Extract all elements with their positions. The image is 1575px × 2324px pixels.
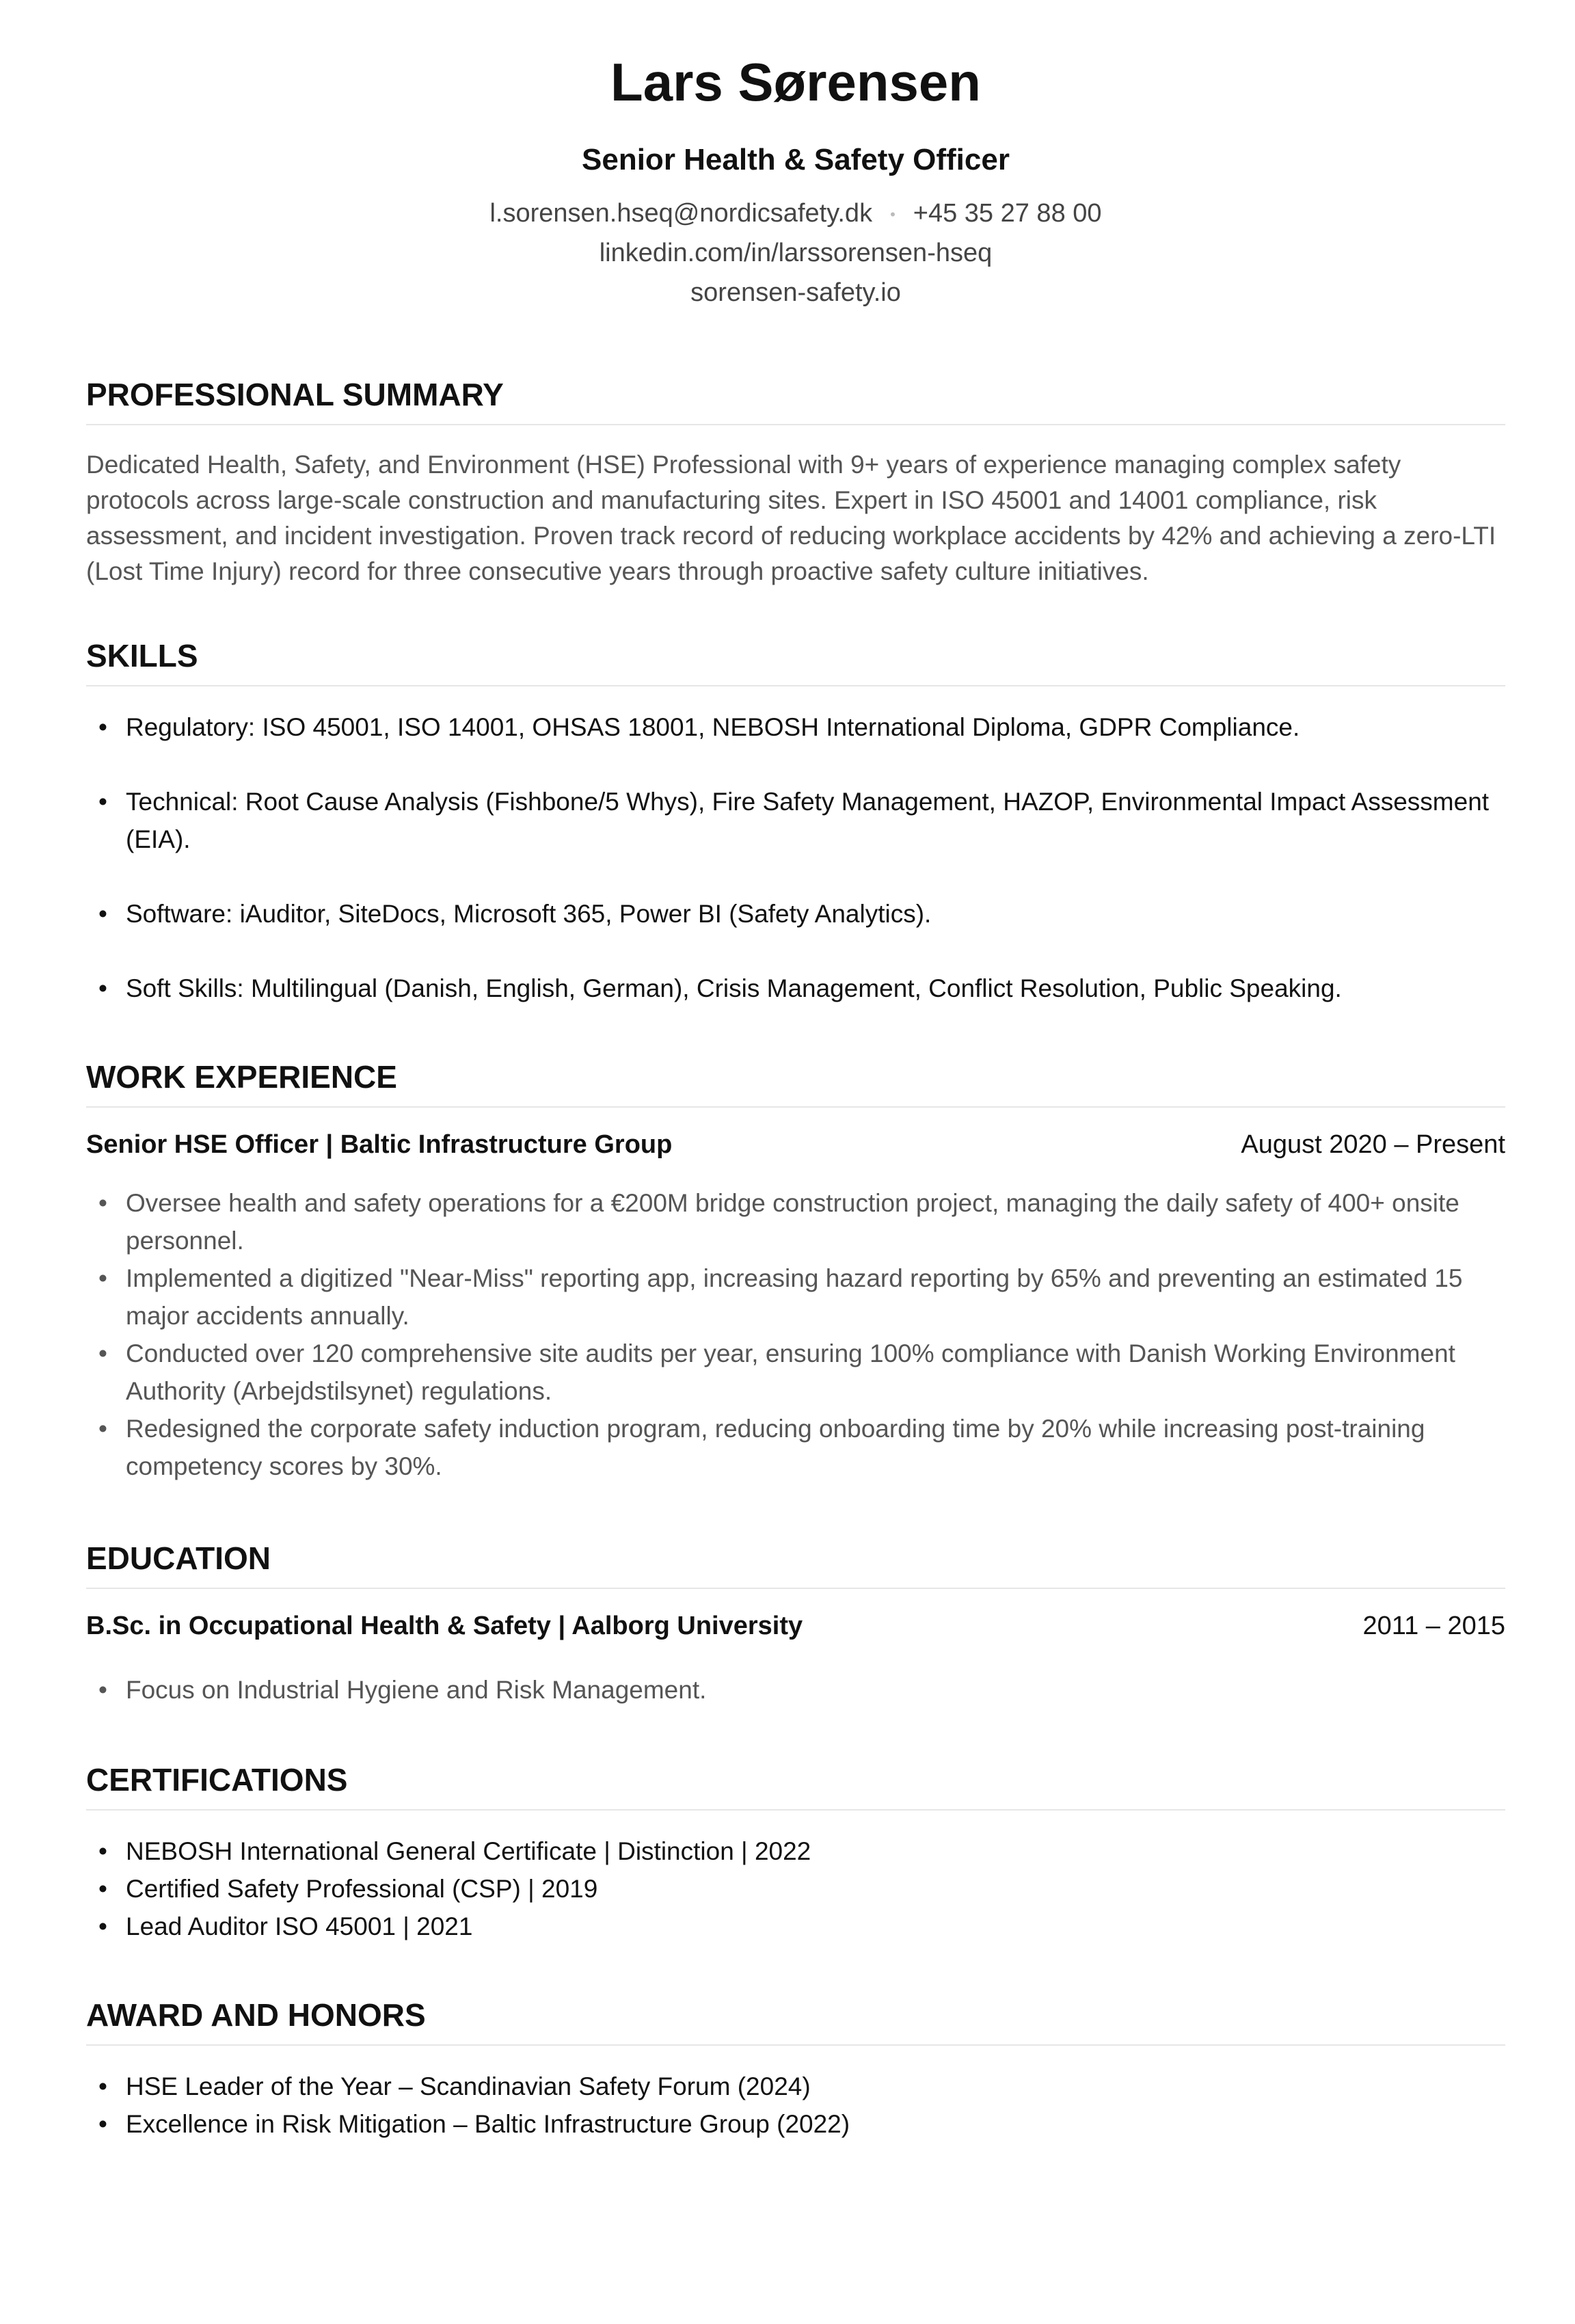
bullet-icon: • <box>98 788 107 816</box>
bullet-icon: • <box>98 974 107 1002</box>
section-divider <box>86 1809 1505 1811</box>
section-divider <box>86 1588 1505 1589</box>
section-divider <box>86 424 1505 425</box>
job-bullet: • Conducted over 120 comprehensive site audits per year, ensuring 100% compliance with Danish Working Environment Authority (Arbejdstilsynet) regulations. <box>86 1335 1505 1410</box>
certifications-heading: CERTIFICATIONS <box>86 1762 348 1798</box>
job-title: Senior HSE Officer | Baltic Infrastructure Group <box>86 1130 673 1159</box>
award-item: • HSE Leader of the Year – Scandinavian Safety Forum (2024) <box>86 2068 1505 2105</box>
summary-heading: PROFESSIONAL SUMMARY <box>86 377 504 412</box>
skill-item: • Software: iAuditor, SiteDocs, Microsoft 365, Power BI (Safety Analytics). <box>86 895 1505 933</box>
awards-heading: AWARD AND HONORS <box>86 1997 426 2033</box>
skill-item: • Regulatory: ISO 45001, ISO 14001, OHSAS 18001, NEBOSH International Diploma, GDPR Compliance. <box>86 708 1505 746</box>
degree-title: B.Sc. in Occupational Health & Safety | Aalborg University <box>86 1612 803 1640</box>
bullet-icon: • <box>98 713 107 741</box>
job-header <box>86 1130 1505 1161</box>
job-bullet: • Redesigned the corporate safety induction program, reducing onboarding time by 20% while increasing post-training competency scores by 30%. <box>86 1410 1505 1485</box>
bullet-icon: • <box>98 1415 107 1443</box>
skill-item: • Technical: Root Cause Analysis (Fishbone/5 Whys), Fire Safety Management, HAZOP, Environmental Impact Assessment (EIA). <box>86 783 1505 858</box>
certification-item: • Lead Auditor ISO 45001 | 2021 <box>86 1908 1505 1945</box>
section-divider <box>86 1106 1505 1108</box>
award-item: • Excellence in Risk Mitigation – Baltic Infrastructure Group (2022) <box>86 2105 1505 2143</box>
job-bullet: • Oversee health and safety operations for a €200M bridge construction project, managing the daily safety of 400+ onsite personnel. <box>86 1184 1505 1259</box>
bullet-icon: • <box>98 1339 107 1367</box>
skill-item: • Soft Skills: Multilingual (Danish, English, German), Crisis Management, Conflict Resolution, Public Speaking. <box>86 970 1505 1007</box>
bullet-icon: • <box>98 1264 107 1292</box>
skills-heading: SKILLS <box>86 638 198 673</box>
linkedin-link[interactable]: linkedin.com/in/larssorensen-hseq <box>599 239 993 267</box>
bullet-icon: • <box>98 1912 107 1940</box>
certification-item: • NEBOSH International General Certificate | Distinction | 2022 <box>86 1832 1505 1870</box>
education-header <box>86 1611 1505 1642</box>
bullet-icon: • <box>98 1189 107 1217</box>
summary-text: Dedicated Health, Safety, and Environment (HSE) Professional with 9+ years of experience managing complex safety protocols across large-scale construction and manufacturing sites. Expert in ISO 45001 and 14001 compliance, risk assessment, and incident investigation. Proven track record of reducing workplace accidents by 42% and achieving a zero-LTI (Lost Time Injury) record for three consecutive years through proactive safety culture initiatives. <box>86 451 1496 585</box>
section-divider <box>86 2044 1505 2046</box>
job-bullet: • Implemented a digitized "Near-Miss" reporting app, increasing hazard reporting by 65% and preventing an estimated 15 major accidents annually. <box>86 1259 1505 1335</box>
bullet-icon: • <box>98 1837 107 1865</box>
education-bullet: • Focus on Industrial Hygiene and Risk Management. <box>86 1671 1505 1709</box>
job-dates: August 2020 – Present <box>1241 1130 1505 1159</box>
bullet-icon: • <box>98 1676 107 1704</box>
website-link[interactable]: sorensen-safety.io <box>690 278 901 307</box>
candidate-name: Lars Sørensen <box>610 52 981 112</box>
bullet-icon: • <box>98 1875 107 1903</box>
email-link[interactable]: l.sorensen.hseq@nordicsafety.dk <box>489 199 873 228</box>
bullet-icon: • <box>98 2072 107 2100</box>
phone-number[interactable]: +45 35 27 88 00 <box>913 199 1102 228</box>
candidate-title: Senior Health & Safety Officer <box>582 143 1010 176</box>
contact-line-1 <box>86 198 1505 230</box>
bullet-icon: • <box>98 2110 107 2138</box>
education-dates: 2011 – 2015 <box>1362 1612 1505 1640</box>
education-heading: EDUCATION <box>86 1540 271 1576</box>
section-divider <box>86 685 1505 686</box>
contact-separator: • <box>890 205 896 223</box>
bullet-icon: • <box>98 900 107 928</box>
experience-heading: WORK EXPERIENCE <box>86 1059 397 1095</box>
certification-item: • Certified Safety Professional (CSP) | 2019 <box>86 1870 1505 1908</box>
